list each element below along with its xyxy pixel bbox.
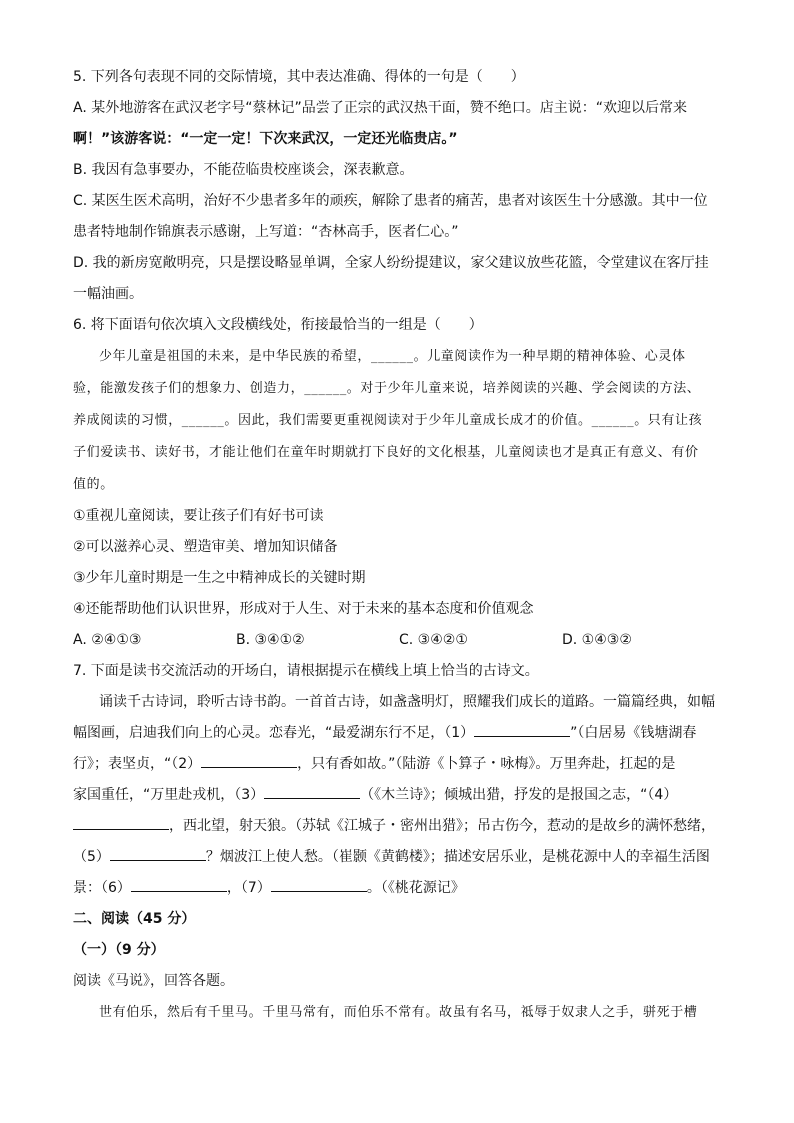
q7-line6-end: ？烟波江上使人愁。（崔颢《黄鹤楼》；描述安居乐业，是桃花源中人的幸福生活图 bbox=[205, 849, 710, 865]
q7-line7-start: 景：（6） bbox=[73, 880, 131, 896]
section-2-subheading: （一）（9 分） bbox=[73, 942, 165, 958]
q5-option-b: B. 我因有急事要办，不能莅临贵校座谈会，深表歉意。 bbox=[73, 162, 414, 178]
q6-passage-line4: 子们爱读书、读好书，才能让他们在童年时期就打下良好的文化根基，儿童阅读也才是真正有意义、有价 bbox=[73, 445, 699, 460]
q7-line4 bbox=[73, 780, 725, 811]
section-2-heading: 二、阅读（45 分） bbox=[73, 911, 196, 927]
q6-passage-line3: 养成阅读的习惯，______。因此，我们需要更重视阅读对于少年儿童成长成才的价值。______。只有让孩 bbox=[73, 413, 703, 428]
q6-sentence-4: ④还能帮助他们认识世界，形成对于人生、对于未来的基本态度和价值观念 bbox=[73, 601, 534, 617]
q6-passage-line5: 值的。 bbox=[73, 477, 114, 492]
q6-option-c: C. ③④②① bbox=[399, 632, 468, 648]
q7-line7-end: 。（《桃花源记》 bbox=[366, 880, 465, 896]
q7-line2-start: 幅图画，启迪我们向上的心灵。恋春光，“最爱湖东行不足，（1） bbox=[73, 725, 475, 741]
q7-line6-start: （5） bbox=[73, 849, 110, 865]
q7-line3-start: 行》；表坚贞，“（2） bbox=[73, 756, 202, 772]
q5-option-a-line1: A. 某外地游客在武汉老字号“蔡林记”品尝了正宗的武汉热干面，赞不绝口。店主说：“欢迎以后常来 bbox=[73, 100, 687, 116]
q6-passage-line1: 少年儿童是祖国的未来，是中华民族的希望，______。儿童阅读作为一种早期的精神体验、心灵体 bbox=[99, 349, 686, 364]
q7-line1: 诵读千古诗词，聆听古诗书韵。一首首古诗，如盏盏明灯，照耀我们成长的道路。一篇篇经典，如幅 bbox=[99, 694, 715, 710]
section-2-passage-line1: 世有伯乐，然后有千里马。千里马常有，而伯乐不常有。故虽有名马，祗辱于奴隶人之手，骈死于槽 bbox=[99, 1005, 698, 1020]
q7-blank-4[interactable] bbox=[73, 815, 169, 830]
q5-stem: 5. 下列各句表现不同的交际情境，其中表达准确、得体的一句是（ ） bbox=[73, 69, 525, 85]
q5-option-c-line1: C. 某医生医术高明，治好不少患者多年的顽疾，解除了患者的痛苦，患者对该医生十分感激。其中一位 bbox=[73, 193, 708, 209]
q5-option-c-line2: 患者特地制作锦旗表示感谢，上写道：“杏林高手，医者仁心。” bbox=[73, 224, 459, 240]
q7-stem: 7. 下面是读书交流活动的开场白，请根据提示在横线上填上恰当的古诗文。 bbox=[73, 663, 539, 679]
q7-line7-mid: ，（7） bbox=[226, 880, 271, 896]
q6-sentence-2: ②可以滋养心灵、塑造审美、增加知识储备 bbox=[73, 539, 338, 555]
q7-blank-5[interactable] bbox=[110, 846, 206, 861]
q6-sentence-1: ①重视儿童阅读，要让孩子们有好书可读 bbox=[73, 508, 324, 524]
q6-sentence-3: ③少年儿童时期是一生之中精神成长的关键时期 bbox=[73, 570, 366, 586]
q7-blank-7[interactable] bbox=[271, 877, 367, 892]
q7-line2-end: ”（白居易《钱塘湖春 bbox=[570, 725, 697, 741]
q7-blank-1[interactable] bbox=[474, 722, 570, 737]
q6-stem: 6. 将下面语句依次填入文段横线处，衔接最恰当的一组是（ ） bbox=[73, 317, 483, 333]
q5-option-d-line1: D. 我的新房宽敞明亮，只是摆设略显单调，全家人纷纷提建议，家父建议放些花篮，令堂建议在客厅挂 bbox=[73, 255, 709, 271]
q7-blank-2[interactable] bbox=[201, 753, 297, 768]
q7-line6 bbox=[73, 842, 725, 873]
q7-blank-3[interactable] bbox=[264, 784, 360, 799]
exam-page bbox=[73, 62, 725, 1029]
q6-passage-line2: 验，能激发孩子们的想象力、创造力，______。对于少年儿童来说，培养阅读的兴趣、学会阅读的方法、 bbox=[73, 381, 701, 396]
q7-line5-end: ，西北望，射天狼。（苏轼《江城子・密州出猎》；吊古伤今，惹动的是故乡的满怀愁绪， bbox=[169, 818, 715, 834]
q7-line3-end: ，只有香如故。”（陆游《卜算子・咏梅》。万里奔赴，扛起的是 bbox=[297, 756, 676, 772]
q7-blank-6[interactable] bbox=[131, 877, 227, 892]
q7-line4-end: （《木兰诗》；倾城出猎，抒发的是报国之志，“（4） bbox=[360, 787, 678, 803]
q6-option-b: B. ③④①② bbox=[236, 632, 305, 648]
q7-line4-start: 家国重任，“万里赴戎机，（3） bbox=[73, 787, 265, 803]
q6-option-a: A. ②④①③ bbox=[73, 632, 142, 648]
q6-options bbox=[73, 625, 725, 656]
q7-line7 bbox=[73, 873, 725, 904]
q6-option-d: D. ①④③② bbox=[562, 632, 632, 648]
q5-option-d-line2: 一幅油画。 bbox=[73, 286, 143, 302]
q5-option-a-line2: 啊！”该游客说：“一定一定！下次来武汉，一定还光临贵店。” bbox=[73, 131, 458, 147]
q7-line5 bbox=[73, 811, 725, 842]
q7-line3 bbox=[73, 749, 725, 780]
q7-line2 bbox=[73, 718, 725, 749]
section-2-intro: 阅读《马说》，回答各题。 bbox=[73, 973, 234, 989]
